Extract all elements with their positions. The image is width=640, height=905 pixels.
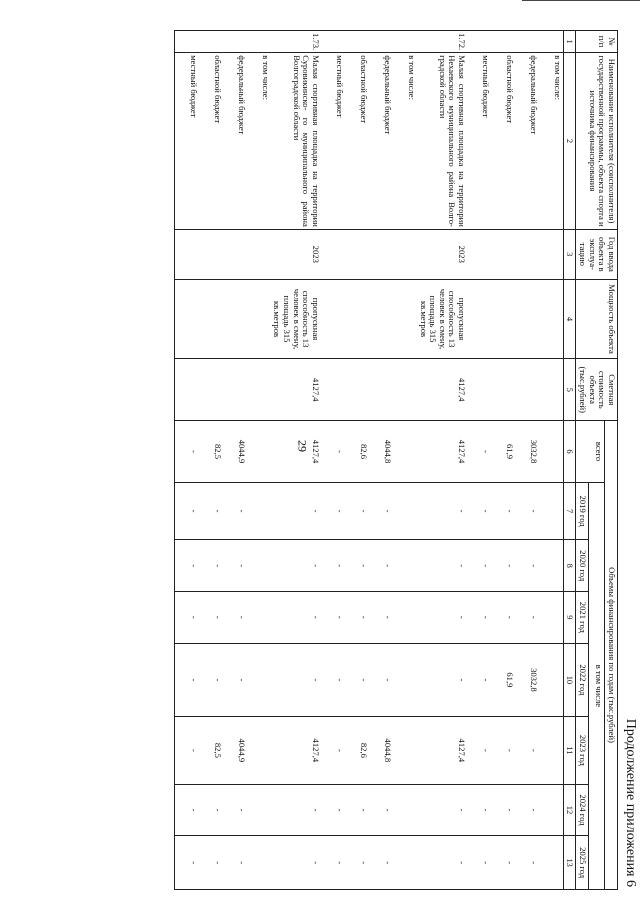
row-total: -	[321, 421, 345, 483]
column-number: 8	[564, 540, 576, 592]
row-value-2023: -	[491, 717, 515, 785]
row-value-2022: -	[369, 643, 393, 716]
row-value-2025: -	[369, 836, 393, 890]
row-number	[369, 31, 393, 53]
row-value-2025	[393, 836, 417, 890]
row-number	[321, 31, 345, 53]
row-estimated-cost	[393, 359, 417, 421]
row-total: 82,5	[199, 421, 223, 483]
row-total: 4127,4	[271, 421, 321, 483]
row-capacity	[515, 279, 539, 359]
row-estimated-cost	[199, 359, 223, 421]
row-commission-year	[539, 229, 564, 279]
column-number: 3	[564, 229, 576, 279]
table-row	[467, 31, 491, 890]
column-number: 10	[564, 643, 576, 716]
row-value-2021: -	[321, 592, 345, 644]
row-total	[393, 421, 417, 483]
row-commission-year	[321, 229, 345, 279]
row-value-2021	[393, 592, 417, 644]
row-value-2019: -	[223, 482, 247, 540]
row-value-2020: -	[199, 540, 223, 592]
row-capacity	[321, 279, 345, 359]
row-capacity	[223, 279, 247, 359]
row-number	[345, 31, 369, 53]
row-number	[467, 31, 491, 53]
row-capacity	[247, 279, 271, 359]
row-total	[539, 421, 564, 483]
row-estimated-cost	[321, 359, 345, 421]
row-value-2025: -	[271, 836, 321, 890]
row-value-2022: 61,9	[491, 643, 515, 716]
row-total: 4127,4	[417, 421, 467, 483]
row-value-2019	[393, 482, 417, 540]
row-value-2019: -	[515, 482, 539, 540]
row-value-2020: -	[321, 540, 345, 592]
row-value-2023: 82,5	[199, 717, 223, 785]
row-capacity	[345, 279, 369, 359]
row-value-2024: -	[491, 784, 515, 836]
row-value-2022: -	[467, 643, 491, 716]
object-row	[417, 31, 467, 890]
row-value-2020: -	[515, 540, 539, 592]
row-value-2021: -	[174, 592, 199, 644]
row-number	[223, 31, 247, 53]
header-number: № п/п	[576, 31, 618, 53]
row-value-2024: -	[223, 784, 247, 836]
object-row	[271, 31, 321, 890]
row-value-2019	[539, 482, 564, 540]
row-value-2025: -	[417, 836, 467, 890]
row-value-2023: 4127,4	[417, 717, 467, 785]
row-number: 1.73.	[271, 31, 321, 53]
row-value-2022	[247, 643, 271, 716]
table-row	[321, 31, 345, 890]
row-name: Малая спортивная площадка на территории Нехаевского муниципального района Волго- градской области	[417, 53, 467, 230]
row-value-2019: -	[271, 482, 321, 540]
page-number: 29	[295, 440, 310, 452]
row-value-2024: -	[467, 784, 491, 836]
row-value-2023: -	[515, 717, 539, 785]
row-value-2024	[393, 784, 417, 836]
row-value-2025: -	[174, 836, 199, 890]
row-value-2020: -	[223, 540, 247, 592]
row-value-2019: -	[491, 482, 515, 540]
row-commission-year	[515, 229, 539, 279]
column-number: 2	[564, 53, 576, 230]
row-name: федеральный бюджет	[515, 53, 539, 230]
column-number: 11	[564, 717, 576, 785]
row-name: Малая спортивная площадка на территории Суровикинско- го муниципального района Волгоградской области	[271, 53, 321, 230]
row-value-2020	[247, 540, 271, 592]
table-row	[393, 31, 417, 890]
header-name: Наименование исполнителя (соисполнителя) государственной программы, объекта спорта и источника финансирования	[576, 53, 618, 230]
row-value-2025	[247, 836, 271, 890]
row-number	[199, 31, 223, 53]
row-value-2022: -	[345, 643, 369, 716]
row-value-2023: 4044,8	[369, 717, 393, 785]
row-name: местный бюджет	[174, 53, 199, 230]
row-value-2019	[247, 482, 271, 540]
row-commission-year	[247, 229, 271, 279]
row-value-2024: -	[174, 784, 199, 836]
row-total: 4044,8	[369, 421, 393, 483]
table-row	[491, 31, 515, 890]
header-year-2023: 2023 год	[576, 717, 589, 785]
row-total	[247, 421, 271, 483]
row-value-2020: -	[345, 540, 369, 592]
row-value-2023	[393, 717, 417, 785]
header-year-2024: 2024 год	[576, 784, 589, 836]
row-total: 61,9	[491, 421, 515, 483]
row-value-2019: -	[345, 482, 369, 540]
row-capacity	[491, 279, 515, 359]
row-value-2024	[247, 784, 271, 836]
row-number	[247, 31, 271, 53]
header-capacity: Мощность объекта	[576, 279, 618, 359]
row-estimated-cost	[247, 359, 271, 421]
column-number: 12	[564, 784, 576, 836]
row-value-2022: -	[271, 643, 321, 716]
column-number: 9	[564, 592, 576, 644]
row-name: местный бюджет	[467, 53, 491, 230]
row-value-2021: -	[199, 592, 223, 644]
row-value-2023: 4127,4	[271, 717, 321, 785]
header-total: всего	[576, 421, 605, 483]
row-estimated-cost	[467, 359, 491, 421]
row-value-2023: -	[321, 717, 345, 785]
row-value-2020: -	[271, 540, 321, 592]
row-value-2019: -	[467, 482, 491, 540]
row-value-2024: -	[199, 784, 223, 836]
header-including: в том числе	[589, 482, 605, 889]
row-total: 3032,8	[515, 421, 539, 483]
row-value-2020: -	[491, 540, 515, 592]
row-capacity	[539, 279, 564, 359]
row-value-2022: -	[174, 643, 199, 716]
row-value-2021	[539, 592, 564, 644]
column-number: 4	[564, 279, 576, 359]
row-value-2025: -	[199, 836, 223, 890]
row-value-2022: -	[321, 643, 345, 716]
table-row	[174, 31, 199, 890]
header-year-2025: 2025 год	[576, 836, 589, 890]
row-value-2024: -	[515, 784, 539, 836]
row-value-2021: -	[515, 592, 539, 644]
row-value-2021	[247, 592, 271, 644]
row-value-2020	[393, 540, 417, 592]
row-value-2019: -	[321, 482, 345, 540]
row-value-2022: -	[199, 643, 223, 716]
row-name: областной бюджет	[199, 53, 223, 230]
row-estimated-cost: 4127,4	[417, 359, 467, 421]
row-total: 4044,9	[223, 421, 247, 483]
financing-table	[174, 30, 618, 890]
row-value-2020: -	[174, 540, 199, 592]
row-value-2024: -	[369, 784, 393, 836]
row-commission-year	[174, 229, 199, 279]
row-name: областной бюджет	[491, 53, 515, 230]
row-estimated-cost	[515, 359, 539, 421]
row-value-2024: -	[321, 784, 345, 836]
row-capacity	[393, 279, 417, 359]
row-commission-year	[467, 229, 491, 279]
table-row	[369, 31, 393, 890]
column-number: 1	[564, 31, 576, 53]
row-name: в том числе:	[393, 53, 417, 230]
row-value-2020: -	[467, 540, 491, 592]
row-value-2021: -	[345, 592, 369, 644]
row-capacity: пропускная способность 13 человек в смену, площадь 315 кв.метров	[271, 279, 321, 359]
row-value-2021: -	[223, 592, 247, 644]
row-estimated-cost	[491, 359, 515, 421]
row-number	[174, 31, 199, 53]
header-year-2022: 2022 год	[576, 643, 589, 716]
header-year-2021: 2021 год	[576, 592, 589, 644]
row-estimated-cost	[345, 359, 369, 421]
row-estimated-cost	[223, 359, 247, 421]
row-commission-year: 2023	[417, 229, 467, 279]
table-row	[539, 31, 564, 890]
column-number: 6	[564, 421, 576, 483]
column-number: 7	[564, 482, 576, 540]
row-value-2023: -	[467, 717, 491, 785]
row-number	[539, 31, 564, 53]
row-number	[515, 31, 539, 53]
appendix-continuation-note: Продолжение приложения 6	[623, 718, 638, 887]
row-capacity: пропускная способность 13 человек в смену, площадь 315 кв.метров	[417, 279, 467, 359]
row-commission-year	[369, 229, 393, 279]
row-value-2023: 82,6	[345, 717, 369, 785]
row-value-2021: -	[491, 592, 515, 644]
row-value-2025: -	[345, 836, 369, 890]
row-name: в том числе:	[247, 53, 271, 230]
row-commission-year	[491, 229, 515, 279]
row-value-2025: -	[223, 836, 247, 890]
header-commission-year: Год ввода объекта в эксплуа- тацию	[576, 229, 618, 279]
row-commission-year	[345, 229, 369, 279]
column-number: 5	[564, 359, 576, 421]
row-name: федеральный бюджет	[369, 53, 393, 230]
header-year-2020: 2020 год	[576, 540, 589, 592]
row-capacity	[199, 279, 223, 359]
table-row	[223, 31, 247, 890]
row-value-2019: -	[369, 482, 393, 540]
column-number: 13	[564, 836, 576, 890]
row-value-2022	[539, 643, 564, 716]
row-capacity	[467, 279, 491, 359]
row-value-2022: -	[417, 643, 467, 716]
row-capacity	[174, 279, 199, 359]
row-estimated-cost	[369, 359, 393, 421]
row-total: 82,6	[345, 421, 369, 483]
row-value-2022: -	[223, 643, 247, 716]
table-row	[199, 31, 223, 890]
row-commission-year	[223, 229, 247, 279]
row-commission-year	[393, 229, 417, 279]
row-value-2025: -	[491, 836, 515, 890]
row-total: -	[174, 421, 199, 483]
header-funding: Объемы финансирования по годам (тыс.рублей)	[605, 421, 618, 890]
row-value-2024	[539, 784, 564, 836]
row-value-2023: -	[174, 717, 199, 785]
header-year-2019: 2019 год	[576, 482, 589, 540]
table-body	[174, 31, 563, 890]
row-value-2019: -	[174, 482, 199, 540]
table-row	[247, 31, 271, 890]
row-value-2024: -	[271, 784, 321, 836]
row-value-2022: 3032,8	[515, 643, 539, 716]
row-value-2022	[393, 643, 417, 716]
row-value-2019: -	[199, 482, 223, 540]
row-estimated-cost: 4127,4	[271, 359, 321, 421]
row-total: -	[467, 421, 491, 483]
table-row	[515, 31, 539, 890]
row-value-2020: -	[369, 540, 393, 592]
table-row	[345, 31, 369, 890]
row-estimated-cost	[174, 359, 199, 421]
row-value-2021: -	[369, 592, 393, 644]
row-capacity	[369, 279, 393, 359]
column-number-row	[564, 31, 576, 890]
row-value-2020: -	[417, 540, 467, 592]
row-number	[393, 31, 417, 53]
row-value-2021: -	[417, 592, 467, 644]
row-value-2025: -	[467, 836, 491, 890]
row-value-2021: -	[271, 592, 321, 644]
row-value-2025: -	[515, 836, 539, 890]
row-name: в том числе:	[539, 53, 564, 230]
row-number	[491, 31, 515, 53]
row-commission-year	[199, 229, 223, 279]
row-name: местный бюджет	[321, 53, 345, 230]
row-number: 1.72.	[417, 31, 467, 53]
row-name: федеральный бюджет	[223, 53, 247, 230]
row-value-2023	[247, 717, 271, 785]
row-value-2019: -	[417, 482, 467, 540]
row-commission-year: 2023	[271, 229, 321, 279]
row-value-2023: 4044,9	[223, 717, 247, 785]
row-name: областной бюджет	[345, 53, 369, 230]
row-value-2025: -	[321, 836, 345, 890]
row-value-2024: -	[417, 784, 467, 836]
row-value-2024: -	[345, 784, 369, 836]
row-value-2021: -	[467, 592, 491, 644]
row-value-2025	[539, 836, 564, 890]
row-value-2020	[539, 540, 564, 592]
row-value-2023	[539, 717, 564, 785]
row-estimated-cost	[539, 359, 564, 421]
header-estimated-cost: Сметная стоимость объекта (тыс.рублей)	[576, 359, 618, 421]
